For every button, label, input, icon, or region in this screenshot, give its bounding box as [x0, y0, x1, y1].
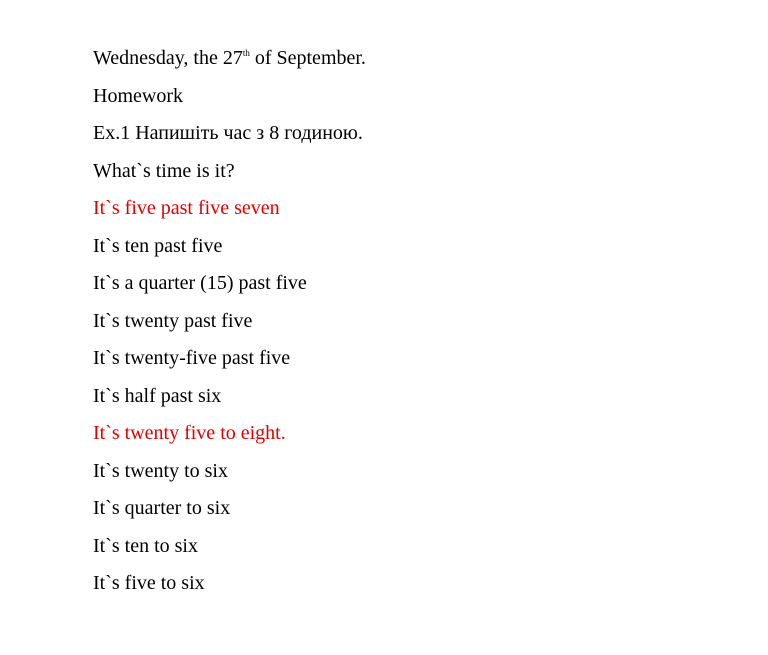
answer-line: It`s ten to six — [93, 534, 198, 557]
homework-heading: Homework — [93, 84, 183, 107]
date-rest: of September. — [249, 47, 366, 69]
date-ordinal-suffix: th — [242, 48, 250, 58]
date-line — [93, 44, 733, 82]
answer-line: It`s a quarter (15) past five — [93, 272, 307, 294]
answer-line: It`s twenty five to eight. — [93, 422, 286, 444]
answer-line: It`s quarter to six — [93, 497, 231, 519]
exercise-instruction: Ex.1 Напишіть час з 8 годиною. — [93, 122, 363, 144]
answer-line: It`s twenty past five — [93, 309, 253, 332]
answer-line: It`s twenty-five past five — [93, 347, 291, 369]
answer-line: It`s five past five seven — [93, 197, 280, 219]
date-prefix: Wednesday, the 27 — [93, 47, 243, 69]
document-body — [93, 44, 733, 607]
answer-line: It`s ten past five — [93, 234, 223, 257]
answer-line: It`s five to six — [93, 572, 205, 594]
question-line: What`s time is it? — [93, 159, 235, 182]
answer-line: It`s twenty to six — [93, 459, 228, 482]
answer-line: It`s half past six — [93, 384, 222, 407]
